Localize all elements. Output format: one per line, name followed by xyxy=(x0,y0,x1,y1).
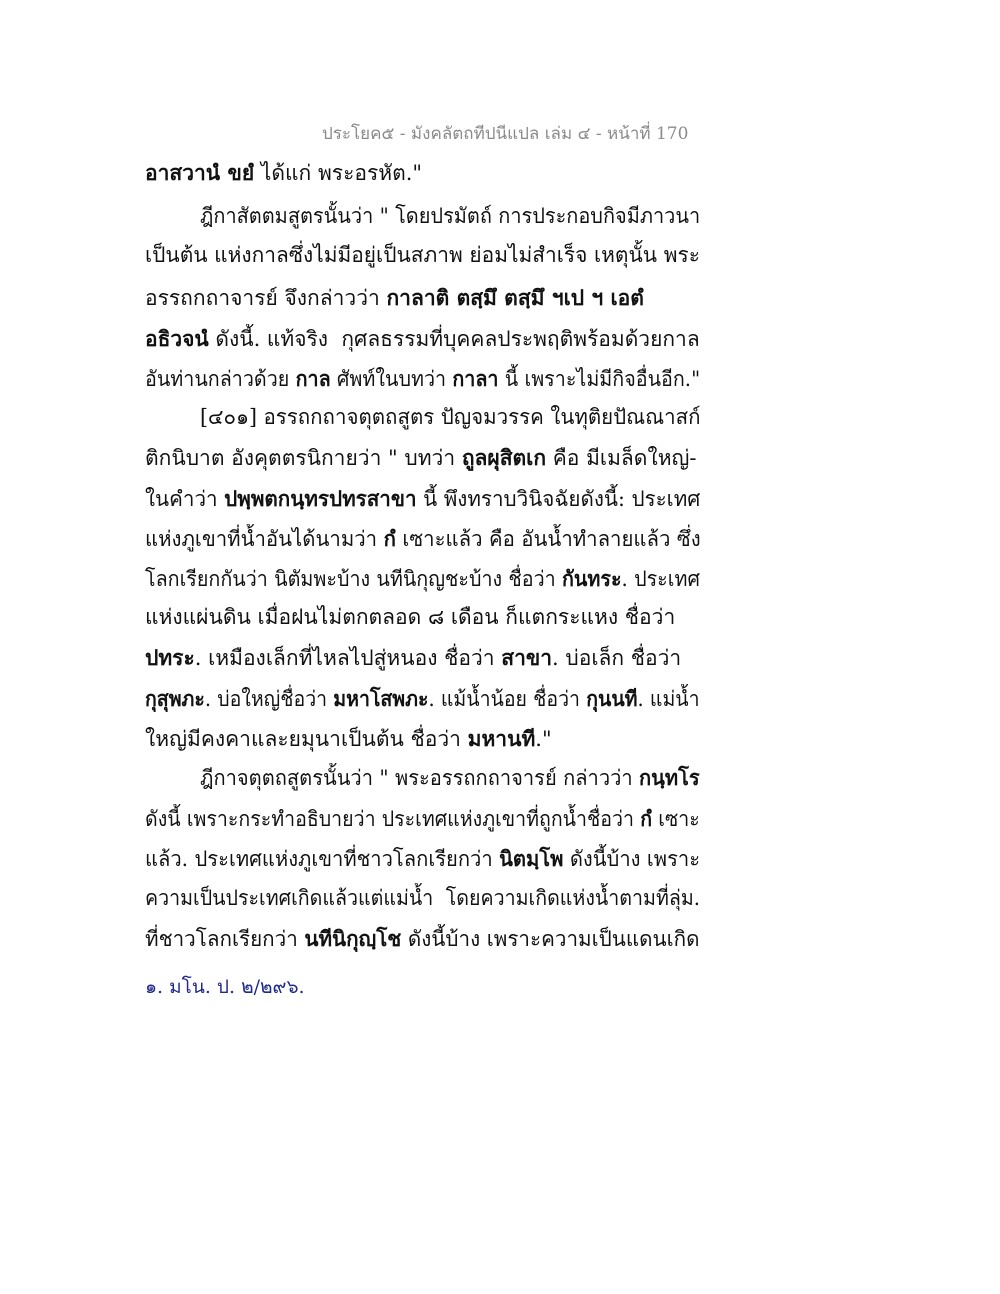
text-line xyxy=(200,407,701,428)
bold-term: กนฺทโร xyxy=(639,765,700,790)
text-run: อันท่านกล่าวด้วย xyxy=(145,367,296,391)
text-line xyxy=(145,528,701,550)
text-line xyxy=(145,488,700,510)
bold-term: มหาโสพภะ xyxy=(333,686,429,711)
bold-term: นทีนิกุญฺโช xyxy=(304,926,402,951)
text-run: . แม่น้ำ xyxy=(637,687,700,711)
text-run: แห่งแผ่นดิน เมื่อฝนไม่ตกตลอด ๘ เดือน ก็แตกระแหง ชื่อว่า xyxy=(145,605,676,629)
bold-term: กาลาติ ตสฺมึ ตสฺมึ ฯเป ฯ เอตํ xyxy=(386,285,644,310)
footnote: ๑. มโน. ป. ๒/๒๙๖. xyxy=(145,976,305,998)
text-run: . บ่อใหญ่ชื่อว่า xyxy=(204,687,334,711)
text-run: ." xyxy=(535,727,552,751)
text-run: [๔๐๑] อรรถกถาจตุตถสูตร ปัญจมวรรค ในทุติยปัณณาสก์ xyxy=(200,405,701,429)
text-run: โลกเรียกกันว่า นิตัมพะบ้าง นทีนิกุญชะบ้าง ชื่อว่า xyxy=(145,567,562,591)
text-line xyxy=(145,928,700,950)
text-run: ฎีกาสัตตมสูตรนั้นว่า " โดยปรมัตถ์ การประกอบกิจมีภาวนา xyxy=(200,204,701,228)
text-run: ได้แก่ พระอรหัต." xyxy=(254,161,423,185)
text-run: ใหญ่มีคงคาและยมุนาเป็นต้น ชื่อว่า xyxy=(145,727,468,751)
text-run: . บ่อเล็ก ชื่อว่า xyxy=(552,646,682,670)
bold-term: กาลา xyxy=(452,366,499,391)
bold-term: กุนนที xyxy=(586,686,638,711)
text-run: นี้ พึงทราบวินิจฉัยดังนี้: ประเทศ xyxy=(416,487,701,511)
text-line xyxy=(145,607,675,628)
text-run: ในคำว่า xyxy=(145,487,225,511)
text-line xyxy=(145,245,700,266)
bold-term: กันทระ xyxy=(561,566,622,591)
bold-term: อาสวานํ ขยํ xyxy=(145,160,255,185)
text-run: ศัพท์ในบทว่า xyxy=(330,367,453,391)
text-run: ติกนิบาต อังคุตตรนิกายว่า " บทว่า xyxy=(145,446,462,470)
text-run: แห่งภูเขาที่น้ำอันได้นามว่า xyxy=(145,527,384,551)
bold-term: นิตมฺโพ xyxy=(499,846,564,871)
bold-term: กาล xyxy=(295,366,331,391)
bold-term: กํ xyxy=(383,526,396,551)
text-line xyxy=(145,328,700,350)
text-run: . เหมืองเล็กที่ไหลไปสู่หนอง ชื่อว่า xyxy=(194,646,502,670)
text-run: อรรถกถาจารย์ จึงกล่าวว่า xyxy=(145,286,387,310)
bold-term: ถูลผุสิตเก xyxy=(461,445,547,470)
text-run: ดังนี้บ้าง เพราะความเป็นแดนเกิด xyxy=(401,927,700,951)
text-line xyxy=(145,447,697,469)
text-run: ฎีกาจตุตถสูตรนั้นว่า " พระอรรถกถาจารย์ กล่าวว่า xyxy=(200,766,640,790)
text-run: เป็นต้น แห่งกาลซึ่งไม่มีอยู่เป็นสภาพ ย่อมไม่สำเร็จ เหตุนั้น พระ xyxy=(145,243,700,267)
text-run: . ประเทศ xyxy=(621,567,700,591)
bold-term: ปทระ xyxy=(145,645,195,670)
text-line xyxy=(145,888,700,909)
text-line xyxy=(145,647,681,669)
text-line xyxy=(200,767,700,789)
text-line xyxy=(200,206,700,227)
text-line xyxy=(145,728,552,750)
bold-term: มหานที xyxy=(467,726,536,751)
bold-term: อธิวจนํ xyxy=(145,326,209,351)
page-header: ประโยค๕ - มังคลัตถทีปนีแปล เล่ม ๔ - หน้าที่ 170 xyxy=(322,124,689,144)
text-run: ดังนี้บ้าง เพราะ xyxy=(563,847,701,871)
text-line xyxy=(145,162,422,184)
text-run: เซาะแล้ว คือ อันน้ำทำลายแล้ว ซึ่ง xyxy=(395,527,701,551)
bold-term: ปพฺพตกนฺทรปทรสาขา xyxy=(224,486,417,511)
text-run: คือ มีเมล็ดใหญ่- xyxy=(546,446,697,470)
text-run: เซาะ xyxy=(652,807,700,831)
text-line xyxy=(145,848,700,870)
bold-term: กุสุพภะ xyxy=(145,686,205,711)
text-line xyxy=(145,688,700,710)
bold-term: สาขา xyxy=(501,645,553,670)
text-run: ดังนี้. แท้จริง กุศลธรรมที่บุคคลประพฤติพร้อมด้วยกาล xyxy=(208,327,700,351)
bold-term: กํ xyxy=(640,806,653,831)
text-run: นี้ เพราะไม่มีกิจอื่นอีก." xyxy=(498,367,701,391)
text-run: ความเป็นประเทศเกิดแล้วแต่แม่น้ำ โดยความเกิดแห่งน้ำตามที่ลุ่ม. xyxy=(145,886,701,910)
text-run: . แม้น้ำน้อย ชื่อว่า xyxy=(428,687,587,711)
text-run: แล้ว. ประเทศแห่งภูเขาที่ชาวโลกเรียกว่า xyxy=(145,847,500,871)
text-line xyxy=(145,368,700,390)
text-line xyxy=(145,287,644,309)
text-run: ที่ชาวโลกเรียกว่า xyxy=(145,927,305,951)
text-run: ดังนี้ เพราะกระทำอธิบายว่า ประเทศแห่งภูเขาที่ถูกน้ำชื่อว่า xyxy=(145,807,641,831)
text-line xyxy=(145,808,700,830)
text-line xyxy=(145,568,700,590)
